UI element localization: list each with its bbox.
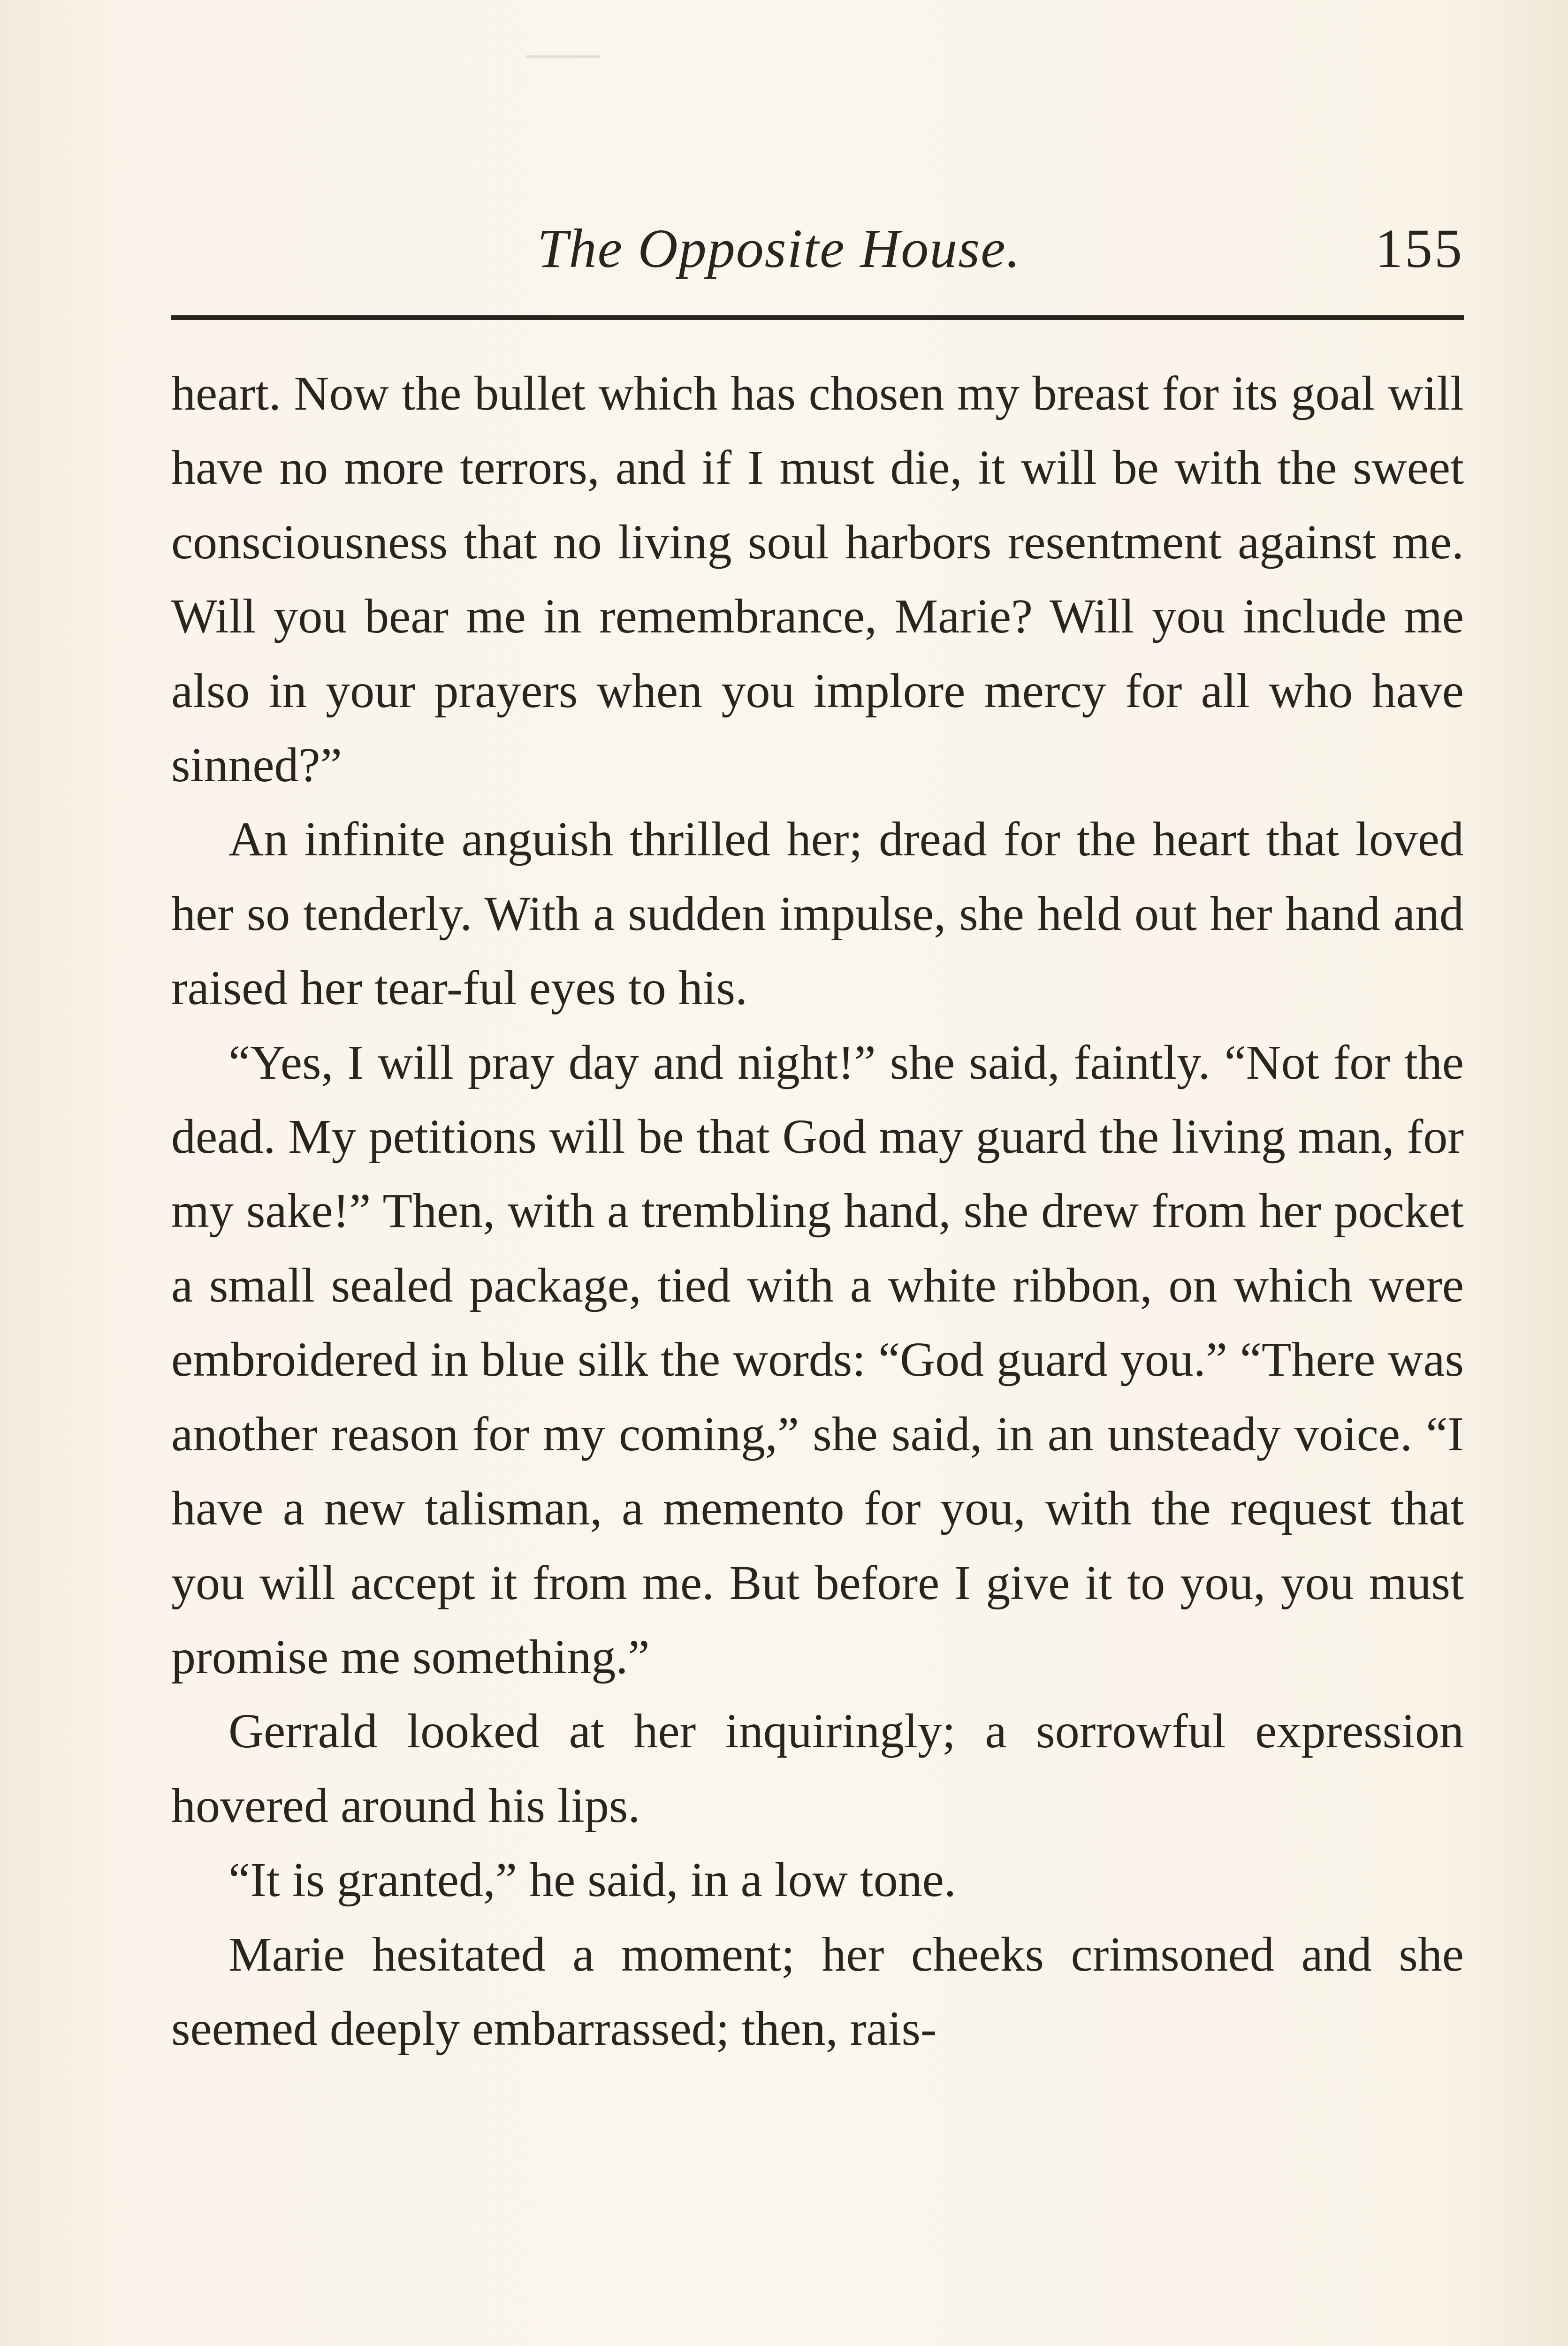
paragraph-3: “Yes, I will pray day and night!” she said, faintly. “Not for the dead. My petitions will be that God may guard the living man, for my sake!” Then, with a trembling hand, she drew from her pocket a small sealed package, tied with a white ribbon, on which were embroidered in blue silk the words: “God guard you.” “There was another reason for my coming,” she said, in an unsteady voice. “I have a new talisman, a memento for you, with the request that you will accept it from me. But before I give it to you, you must promise me something.” [171,1035,1464,1684]
running-head-title: The Opposite House. [537,218,1021,279]
header-rule [171,315,1464,320]
page-smudge [525,55,601,58]
body-text [171,357,1464,2066]
paragraph-4: Gerrald looked at her inquiringly; a sorrowful expression hovered around his lips. [171,1704,1464,1833]
paragraph-6: Marie hesitated a moment; her cheeks crimsoned and she seemed deeply embarrassed; then, rais- [171,1927,1464,2056]
paragraph-1: heart. Now the bullet which has chosen my breast for its goal will have no more terrors, and if I must die, it will be with the sweet consciousness that no living soul harbors resentment against me. Will you bear me in remembrance, Marie? Will you include me also in your prayers when you implore mercy for all who have sinned?” [171,366,1464,792]
page-number: 155 [1375,218,1464,279]
running-head [171,202,1464,296]
paragraph-2: An infinite anguish thrilled her; dread for the heart that loved her so tenderly. With a sudden impulse, she held out her hand and raised her tear-ful eyes to his. [171,812,1464,1015]
paragraph-5: “It is granted,” he said, in a low tone. [228,1853,956,1907]
